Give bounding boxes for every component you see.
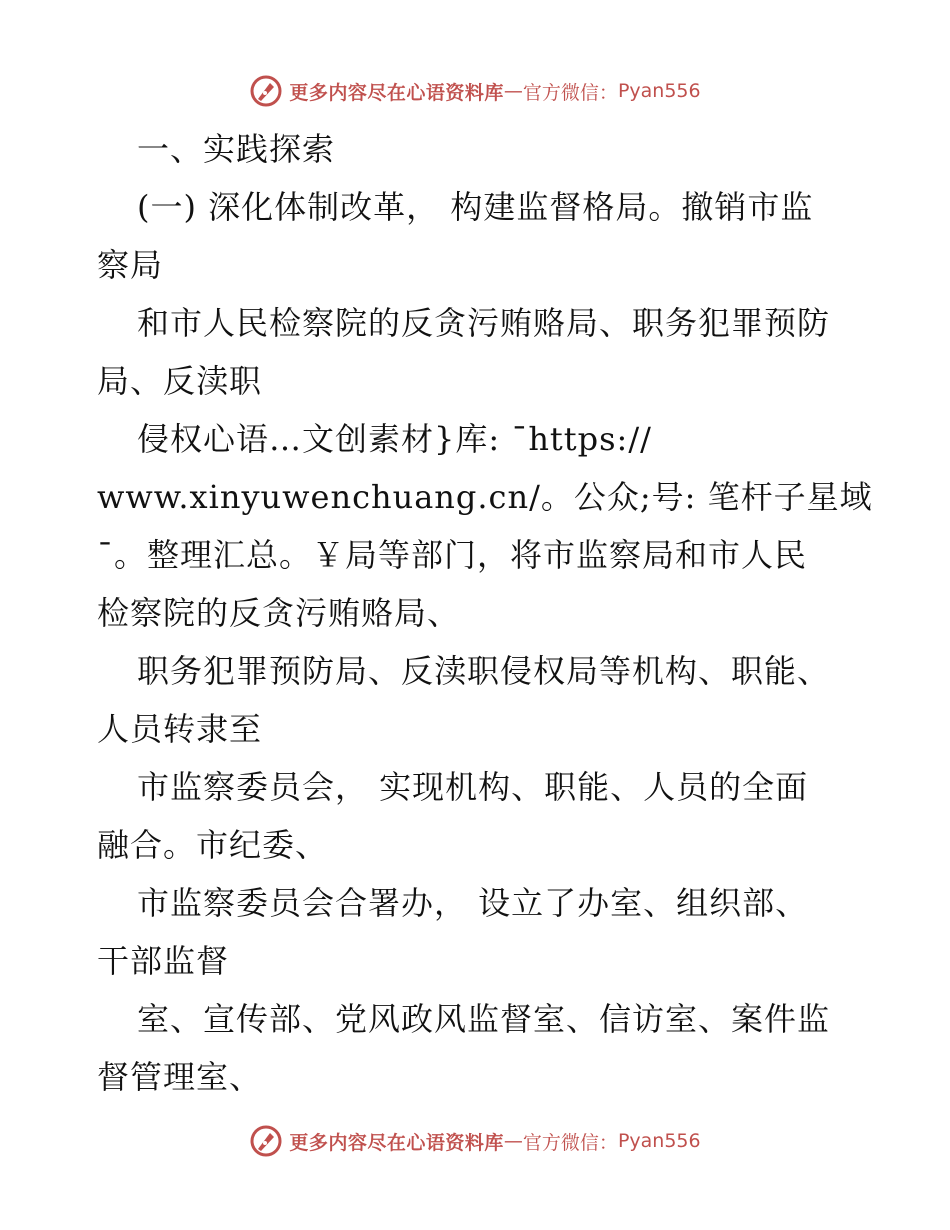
- watermark-dash: —: [503, 80, 523, 102]
- text-line: 室、宣传部、党风政风监督室、信访室、案件监: [137, 1000, 831, 1038]
- text-line: (一) 深化体制改革， 构建监督格局。撤销市监: [137, 188, 814, 226]
- watermark-dash: —: [503, 1130, 523, 1152]
- text-line: 检察院的反贪污贿赂局、: [97, 594, 461, 632]
- text-line: 侵权心语…文创素材}库: ¯https://: [137, 420, 652, 458]
- footer-watermark: [0, 1121, 950, 1161]
- watermark-account: Pyan556: [617, 1130, 701, 1152]
- pen-nib-circle-icon: [249, 1124, 283, 1158]
- watermark-main-text: 更多内容尽在心语资料库: [289, 1131, 504, 1154]
- text-line: 职务犯罪预防局、反渎职侵权局等机构、职能、: [137, 652, 831, 690]
- text-line: 局、反渎职: [97, 362, 263, 400]
- text-line: 干部监督: [97, 942, 230, 980]
- watermark-official-label: 官方微信：: [522, 1131, 618, 1154]
- document-body: [97, 120, 873, 1106]
- text-line: 和市人民检察院的反贪污贿赂局、职务犯罪预防: [137, 304, 831, 342]
- text-line: 市监察委员会合署办， 设立了办室、组织部、: [137, 884, 809, 922]
- section-heading: 一、实践探索: [137, 130, 336, 168]
- text-line: 融合。市纪委、: [97, 826, 329, 864]
- header-watermark: [0, 71, 950, 111]
- watermark-main-text: 更多内容尽在心语资料库: [289, 81, 504, 104]
- text-line: www.xinyuwenchuang.cn/。公众;号: 笔杆子星域: [97, 478, 873, 516]
- text-line: 察局: [97, 246, 164, 284]
- text-line: ¯。整理汇总。￥局等部门，将市监察局和市人民: [97, 536, 808, 574]
- watermark-account: Pyan556: [617, 80, 701, 102]
- text-line: 督管理室、: [97, 1058, 263, 1096]
- pen-nib-circle-icon: [249, 74, 283, 108]
- text-line: 市监察委员会， 实现机构、职能、人员的全面: [137, 768, 809, 806]
- text-line: 人员转隶至: [97, 710, 263, 748]
- watermark-official-label: 官方微信：: [522, 81, 618, 104]
